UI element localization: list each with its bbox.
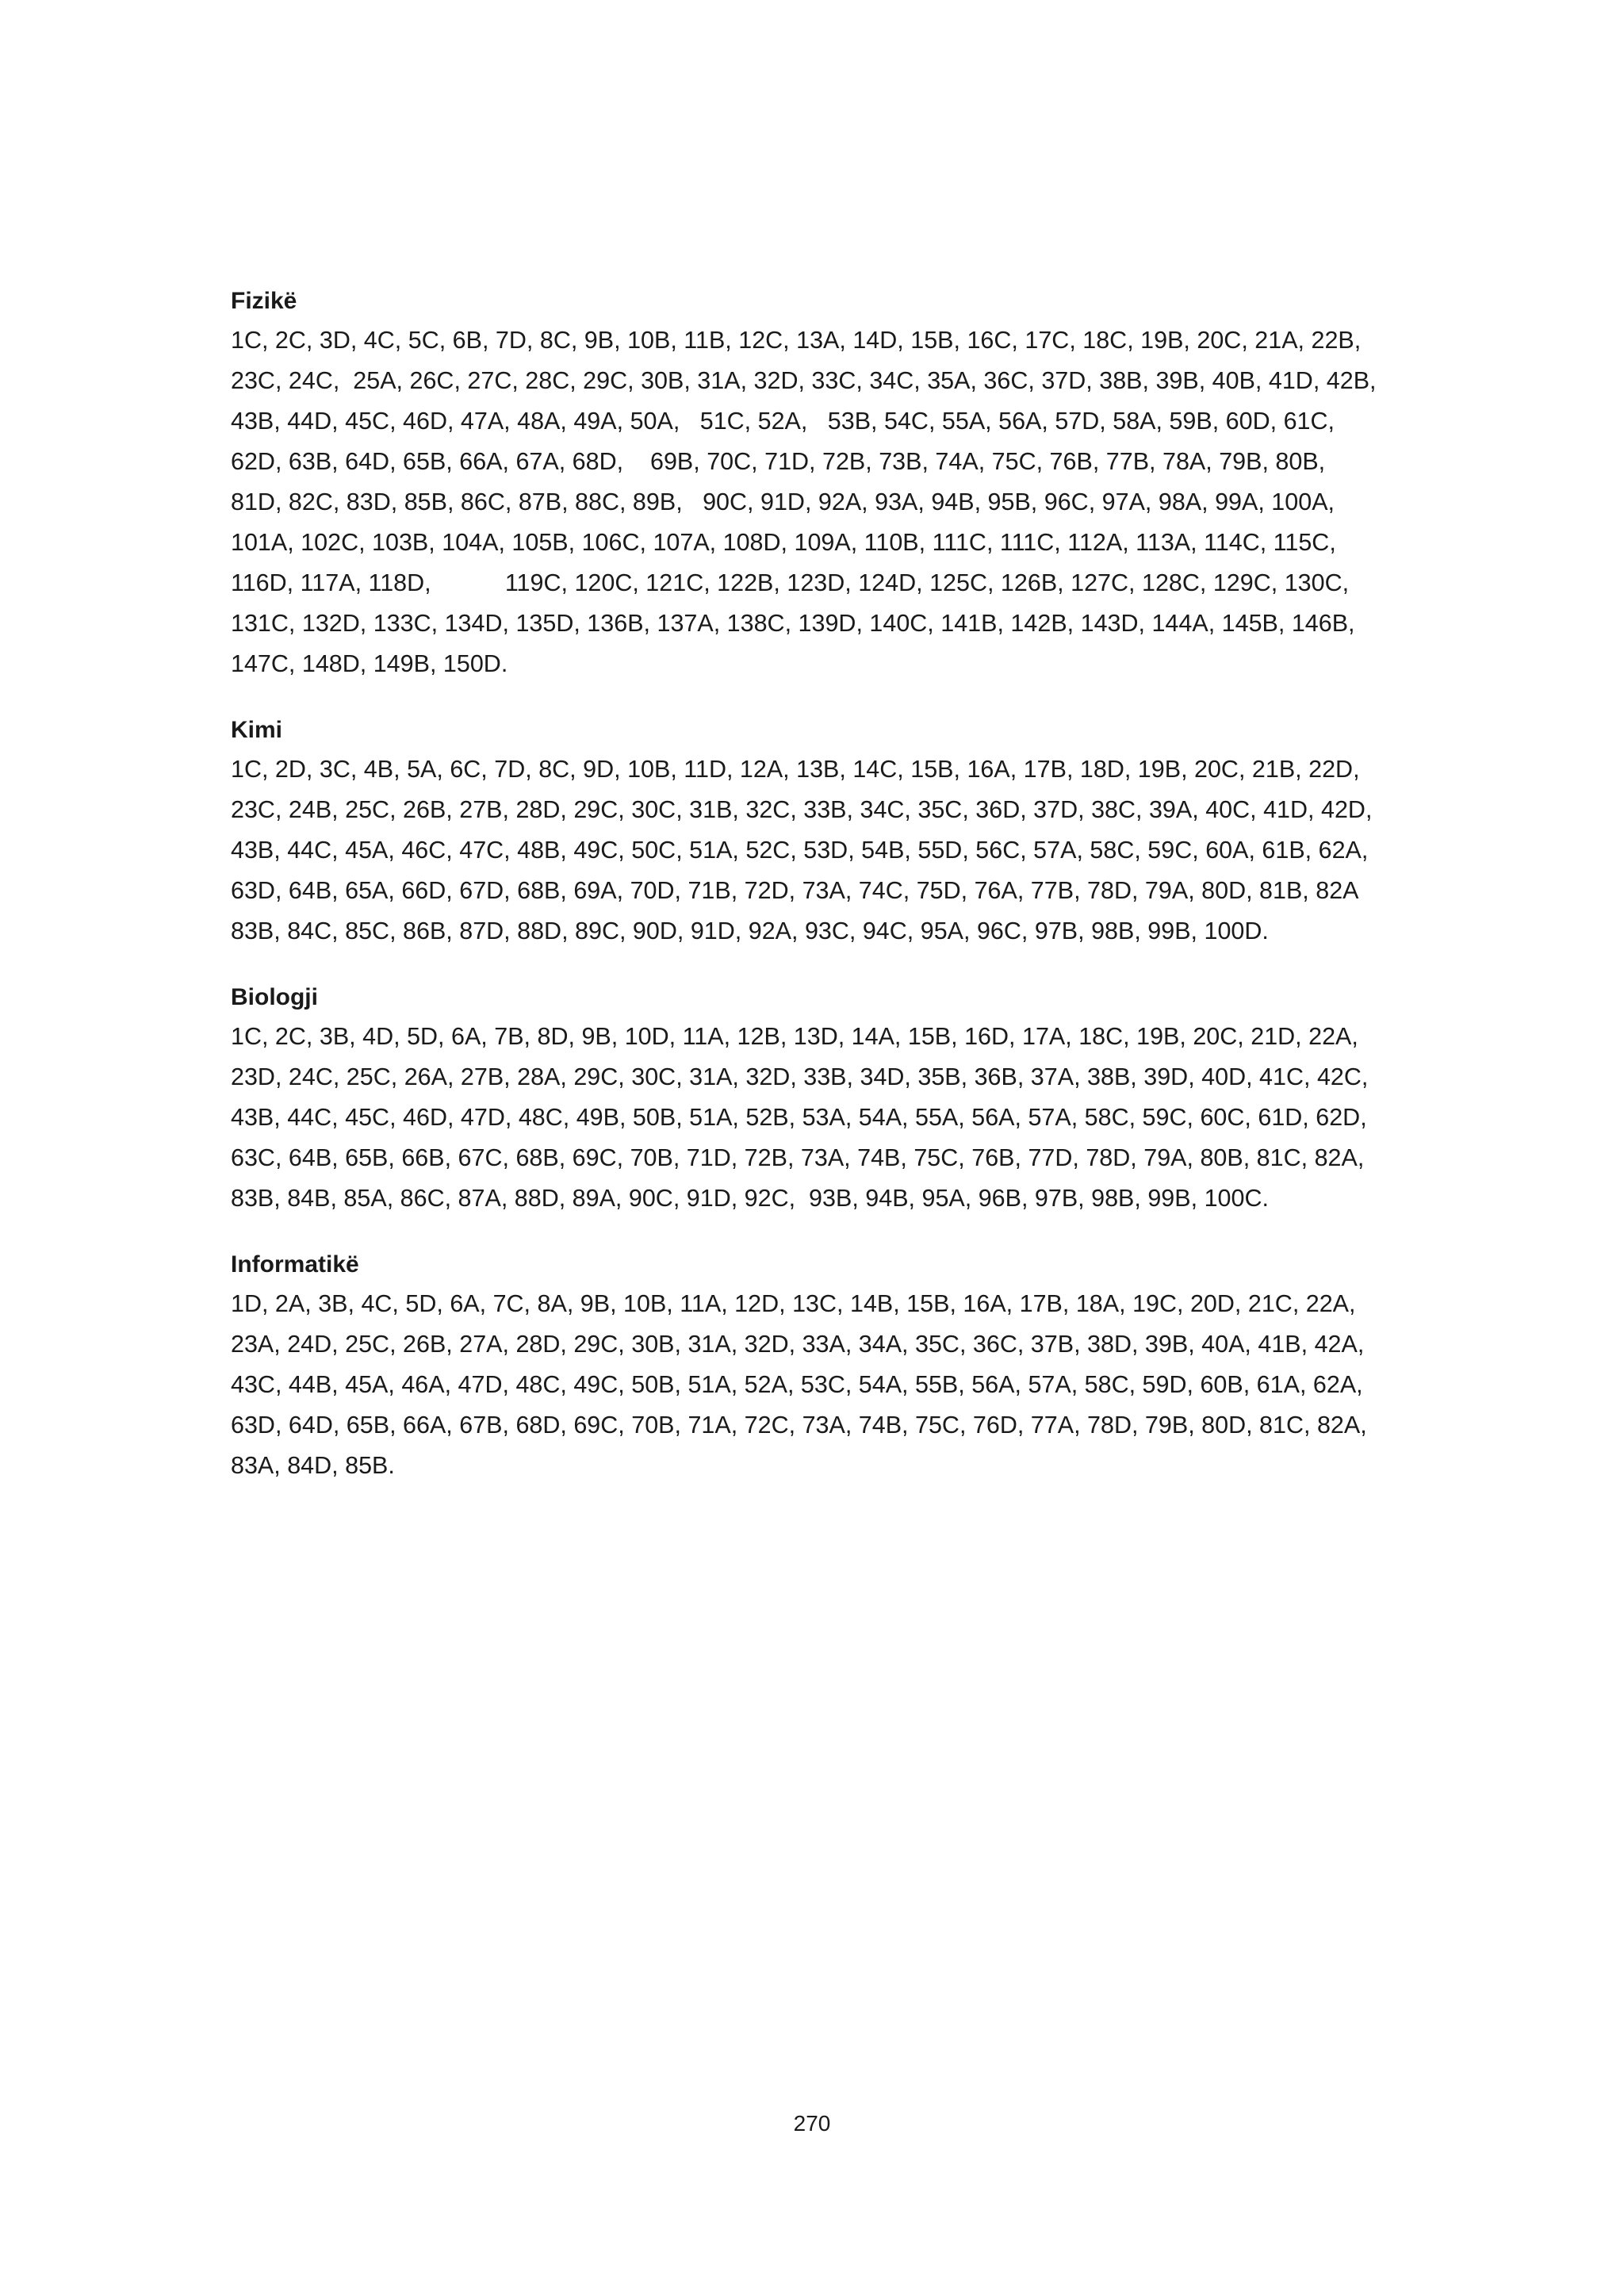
- answer-line: 63C, 64B, 65B, 66B, 67C, 68B, 69C, 70B, 71D, 72B, 73A, 74B, 75C, 76B, 77D, 78D, 79A, 80B, 81C, 82A,: [231, 1144, 1365, 1171]
- answer-line: 63D, 64B, 65A, 66D, 67D, 68B, 69A, 70D, 71B, 72D, 73A, 74C, 75D, 76A, 77B, 78D, 79A, 80D, 81B, 82A: [231, 877, 1359, 904]
- section-title-fizike: Fizikë: [231, 288, 297, 314]
- answer-line: 63D, 64D, 65B, 66A, 67B, 68D, 69C, 70B, 71A, 72C, 73A, 74B, 75C, 76D, 77A, 78D, 79B, 80D, 81C, 82A,: [231, 1412, 1367, 1439]
- answers-fizike: [231, 320, 1420, 684]
- answer-line: 23D, 24C, 25C, 26A, 27B, 28A, 29C, 30C, 31A, 32D, 33B, 34D, 35B, 36B, 37A, 38B, 39D, 40D, 41C, 42C,: [231, 1063, 1369, 1090]
- answer-line: 23A, 24D, 25C, 26B, 27A, 28D, 29C, 30B, 31A, 32D, 33A, 34A, 35C, 36C, 37B, 38D, 39B, 40A, 41B, 42A,: [231, 1331, 1365, 1358]
- answer-line: 83A, 84D, 85B.: [231, 1452, 395, 1479]
- answer-key-page: [231, 285, 1420, 1516]
- answer-line: 1C, 2D, 3C, 4B, 5A, 6C, 7D, 8C, 9D, 10B, 11D, 12A, 13B, 14C, 15B, 16A, 17B, 18D, 19B, 20C, 21B, 22D,: [231, 756, 1360, 783]
- section-title-informatike: Informatikë: [231, 1251, 359, 1278]
- section-fizike: [231, 285, 1420, 684]
- answer-line: 1C, 2C, 3D, 4C, 5C, 6B, 7D, 8C, 9B, 10B, 11B, 12C, 13A, 14D, 15B, 16C, 17C, 18C, 19B, 20C, 21A, 22B,: [231, 327, 1362, 354]
- answers-informatike: [231, 1284, 1420, 1486]
- answer-line: 43B, 44C, 45C, 46D, 47D, 48C, 49B, 50B, 51A, 52B, 53A, 54A, 55A, 56A, 57A, 58C, 59C, 60C, 61D, 62D,: [231, 1104, 1367, 1131]
- answer-line: 1D, 2A, 3B, 4C, 5D, 6A, 7C, 8A, 9B, 10B, 11A, 12D, 13C, 14B, 15B, 16A, 17B, 18A, 19C, 20D, 21C, 22A,: [231, 1290, 1356, 1317]
- answer-line: 1C, 2C, 3B, 4D, 5D, 6A, 7B, 8D, 9B, 10D, 11A, 12B, 13D, 14A, 15B, 16D, 17A, 18C, 19B, 20C, 21D, 22A,: [231, 1023, 1358, 1050]
- page-number: 270: [793, 2111, 831, 2136]
- answer-line: 62D, 63B, 64D, 65B, 66A, 67A, 68D, 69B, 70C, 71D, 72B, 73B, 74A, 75C, 76B, 77B, 78A, 79B, 80B,: [231, 448, 1326, 475]
- answer-line: 43B, 44C, 45A, 46C, 47C, 48B, 49C, 50C, 51A, 52C, 53D, 54B, 55D, 56C, 57A, 58C, 59C, 60A, 61B, 62A,: [231, 837, 1369, 864]
- answer-line: 23C, 24B, 25C, 26B, 27B, 28D, 29C, 30C, 31B, 32C, 33B, 34C, 35C, 36D, 37D, 38C, 39A, 40C, 41D, 42D,: [231, 796, 1373, 823]
- answer-line: 147C, 148D, 149B, 150D.: [231, 650, 508, 677]
- section-biologji: [231, 982, 1420, 1219]
- answer-line: 43C, 44B, 45A, 46A, 47D, 48C, 49C, 50B, 51A, 52A, 53C, 54A, 55B, 56A, 57A, 58C, 59D, 60B, 61A, 62A,: [231, 1371, 1363, 1398]
- section-kimi: [231, 715, 1420, 952]
- answers-biologji: [231, 1017, 1420, 1219]
- answer-line: 131C, 132D, 133C, 134D, 135D, 136B, 137A, 138C, 139D, 140C, 141B, 142B, 143D, 144A, 145B, 146B,: [231, 610, 1355, 637]
- answer-line: 116D, 117A, 118D, 119C, 120C, 121C, 122B, 123D, 124D, 125C, 126B, 127C, 128C, 129C, 130C,: [231, 569, 1350, 596]
- answer-line: 81D, 82C, 83D, 85B, 86C, 87B, 88C, 89B, 90C, 91D, 92A, 93A, 94B, 95B, 96C, 97A, 98A, 99A, 100A,: [231, 488, 1335, 515]
- answer-line: 83B, 84B, 85A, 86C, 87A, 88D, 89A, 90C, 91D, 92C, 93B, 94B, 95A, 96B, 97B, 98B, 99B, 100C.: [231, 1185, 1269, 1212]
- section-informatike: [231, 1249, 1420, 1486]
- answer-line: 83B, 84C, 85C, 86B, 87D, 88D, 89C, 90D, 91D, 92A, 93C, 94C, 95A, 96C, 97B, 98B, 99B, 100D.: [231, 918, 1269, 944]
- section-title-kimi: Kimi: [231, 717, 283, 743]
- answer-line: 23C, 24C, 25A, 26C, 27C, 28C, 29C, 30B, 31A, 32D, 33C, 34C, 35A, 36C, 37D, 38B, 39B, 40B, 41D, 42B,: [231, 367, 1377, 394]
- section-title-biologji: Biologji: [231, 984, 318, 1010]
- answer-line: 101A, 102C, 103B, 104A, 105B, 106C, 107A, 108D, 109A, 110B, 111C, 111C, 112A, 113A, 114C, 115C,: [231, 529, 1336, 556]
- answer-line: 43B, 44D, 45C, 46D, 47A, 48A, 49A, 50A, 51C, 52A, 53B, 54C, 55A, 56A, 57D, 58A, 59B, 60D, 61C,: [231, 408, 1335, 435]
- answers-kimi: [231, 749, 1420, 952]
